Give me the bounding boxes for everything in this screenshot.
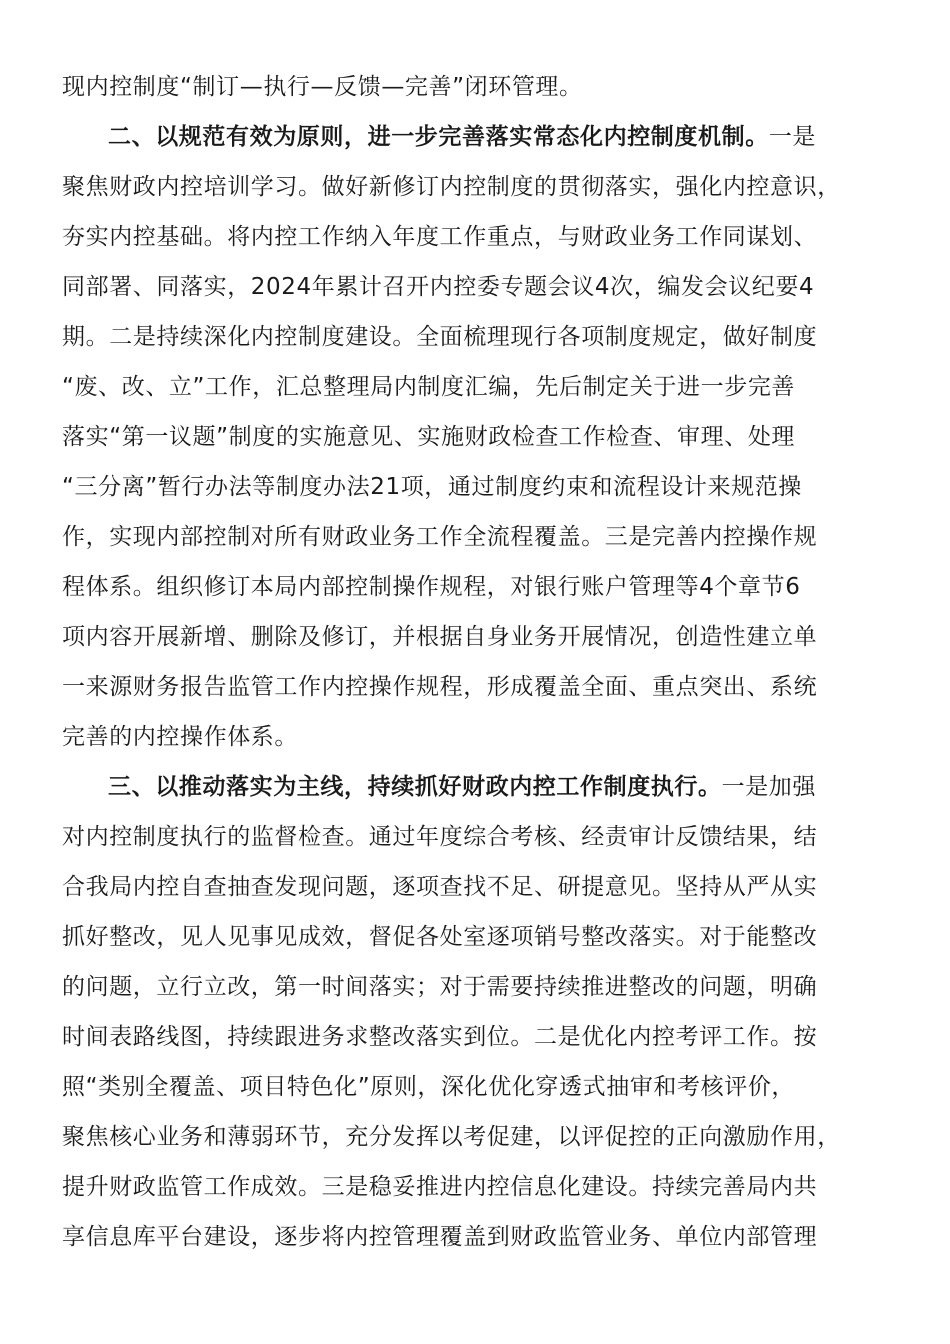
- text-line: [62, 312, 888, 362]
- body-text: 一来源财务报告监管工作内控操作规程，形成覆盖全面、重点突出、系统: [62, 674, 818, 700]
- text-line: [62, 212, 888, 262]
- body-text: 的问题，立行立改，第一时间落实；对于需要持续推进整改的问题，明确: [62, 974, 818, 1000]
- body-text: 时间表路线图，持续跟进务求整改落实到位。二是优化内控考评工作。按: [62, 1024, 818, 1050]
- text-line: [62, 1112, 888, 1162]
- text-line: [62, 462, 888, 512]
- text-line: [62, 862, 888, 912]
- body-text: 聚焦核心业务和薄弱环节，充分发挥以考促建，以评促控的正向激励作用，: [62, 1124, 841, 1150]
- text-line: [62, 412, 888, 462]
- body-text: 项内容开展新增、删除及修订，并根据自身业务开展情况，创造性建立单: [62, 624, 818, 650]
- body-text: 聚焦财政内控培训学习。做好新修订内控制度的贯彻落实，强化内控意识，: [62, 174, 841, 200]
- paragraph-first-line: [62, 762, 888, 812]
- text-line: [62, 1012, 888, 1062]
- text-line: [62, 262, 888, 312]
- text-line: [62, 712, 888, 762]
- body-text: 夯实内控基础。将内控工作纳入年度工作重点，与财政业务工作同谋划、: [62, 224, 818, 250]
- text-line: [62, 662, 888, 712]
- body-text: 同部署、同落实，2024年累计召开内控委专题会议4次，编发会议纪要4: [62, 274, 815, 300]
- text-line: [62, 512, 888, 562]
- body-text: “废、改、立”工作，汇总整理局内制度汇编，先后制定关于进一步完善: [62, 374, 796, 400]
- text-line: [62, 812, 888, 862]
- text-line: [62, 62, 888, 112]
- body-text: 期。二是持续深化内控制度建设。全面梳理现行各项制度规定，做好制度: [62, 324, 818, 350]
- text-line: [62, 1212, 888, 1262]
- body-text: 抓好整改，见人见事见成效，督促各处室逐项销号整改落实。对于能整改: [62, 924, 818, 950]
- text-line: [62, 362, 888, 412]
- body-text: 落实“第一议题”制度的实施意见、实施财政检查工作检查、审理、处理: [62, 424, 796, 450]
- section-heading-text: 二、以规范有效为原则，进一步完善落实常态化内控制度机制。: [108, 124, 769, 150]
- body-text: 程体系。组织修订本局内部控制操作规程，对银行账户管理等4个章节6: [62, 574, 801, 600]
- body-text: 照“类别全覆盖、项目特色化”原则，深化优化穿透式抽审和考核评价，: [62, 1074, 796, 1100]
- text-line: [62, 912, 888, 962]
- text-line: [62, 1062, 888, 1112]
- document-body: [62, 62, 888, 1262]
- body-text: “三分离”暂行办法等制度办法21项，通过制度约束和流程设计来规范操: [62, 474, 802, 500]
- body-text: 对内控制度执行的监督检查。通过年度综合考核、经责审计反馈结果，结: [62, 824, 818, 850]
- body-text: 享信息库平台建设，逐步将内控管理覆盖到财政监管业务、单位内部管理: [62, 1224, 818, 1250]
- body-text: 提升财政监管工作成效。三是稳妥推进内控信息化建设。持续完善局内共: [62, 1174, 818, 1200]
- body-text: 一是加强: [721, 774, 817, 800]
- body-text: 完善的内控操作体系。: [62, 724, 298, 750]
- text-line: [62, 612, 888, 662]
- text-line: [62, 162, 888, 212]
- text-line: [62, 562, 888, 612]
- body-text: 现内控制度“制订—执行—反馈—完善”闭环管理。: [62, 74, 583, 100]
- text-line: [62, 962, 888, 1012]
- body-text: 合我局内控自查抽查发现问题，逐项查找不足、研提意见。坚持从严从实: [62, 874, 818, 900]
- body-text: 一是: [768, 124, 817, 150]
- text-line: [62, 1162, 888, 1212]
- body-text: 作，实现内部控制对所有财政业务工作全流程覆盖。三是完善内控操作规: [62, 524, 818, 550]
- section-heading-text: 三、以推动落实为主线，持续抓好财政内控工作制度执行。: [108, 774, 722, 800]
- paragraph-first-line: [62, 112, 888, 162]
